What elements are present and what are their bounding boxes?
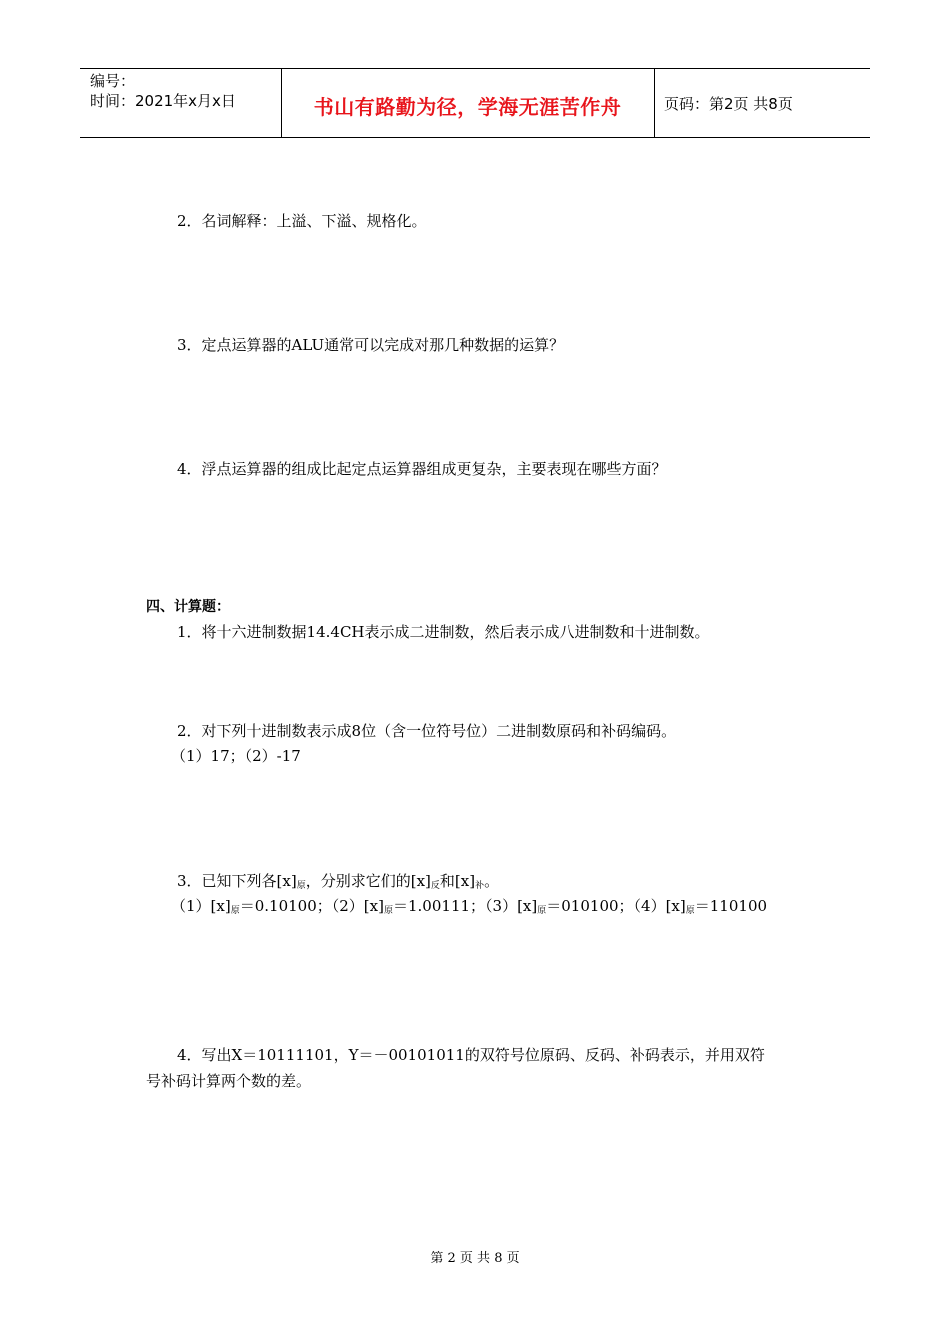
calc-question-3 <box>177 871 499 896</box>
question-2: 2．名词解释：上溢、下溢、规格化。 <box>177 212 427 230</box>
calc-question-4-line-2: 号补码计算两个数的差。 <box>146 1072 312 1090</box>
question-3: 3．定点运算器的ALU通常可以完成对那几种数据的运算？ <box>177 336 565 354</box>
calc-question-2: 2．对下列十进制数表示成8位（含一位符号位）二进制数原码和补码编码。 <box>177 722 677 740</box>
item-4 <box>634 897 768 915</box>
subscript: 原 <box>537 906 547 916</box>
section-title: 四、计算题： <box>146 599 230 615</box>
text-run: ＝1.00111； <box>393 897 486 915</box>
item-1 <box>171 897 332 915</box>
text-run: （1）[x] <box>171 897 231 915</box>
text-run: （4）[x] <box>633 897 686 915</box>
subscript: 原 <box>383 906 393 916</box>
subscript: 原 <box>296 881 306 891</box>
page-footer: 第 2 页 共 8 页 <box>430 1251 520 1266</box>
subscript: 原 <box>230 906 240 916</box>
text-run: （2）[x] <box>331 897 384 915</box>
item-2 <box>332 897 485 915</box>
calc-question-1: 1．将十六进制数据14.4CH表示成二进制数，然后表示成八进制数和十进制数。 <box>177 623 710 641</box>
calc-question-2-items: （1）17；（2）-17 <box>171 747 301 765</box>
text-run: （3）[x] <box>485 897 538 915</box>
text-run: 和[x] <box>439 872 476 890</box>
subscript: 补 <box>475 881 485 891</box>
header-left-cell <box>90 71 236 111</box>
header-divider <box>654 69 655 137</box>
calc-question-4-line-1: 4．写出X＝10111101，Y＝－00101011的双符号位原码、反码、补码表示，并用双符 <box>177 1046 765 1064</box>
serial-label: 编号： <box>90 72 136 90</box>
text-run: 3．已知下列各[x] <box>177 872 297 890</box>
time-label: 时间：2021年x月x日 <box>90 92 236 110</box>
item-3 <box>485 897 634 915</box>
page-header <box>80 68 870 138</box>
text-run: ＝0.10100； <box>239 897 332 915</box>
subscript: 反 <box>430 881 440 891</box>
question-4: 4．浮点运算器的组成比起定点运算器组成更复杂，主要表现在哪些方面？ <box>177 460 667 478</box>
motto: 书山有路勤为径，学海无涯苦作舟 <box>313 95 622 119</box>
calc-question-3-items <box>171 896 767 921</box>
text-run: ，分别求它们的[x] <box>305 872 431 890</box>
text-run: ＝010100； <box>546 897 634 915</box>
subscript: 原 <box>685 906 695 916</box>
text-run: ＝110100 <box>694 897 768 915</box>
header-page-info: 页码：第2页 共8页 <box>664 95 793 113</box>
text-run: 。 <box>484 872 500 890</box>
